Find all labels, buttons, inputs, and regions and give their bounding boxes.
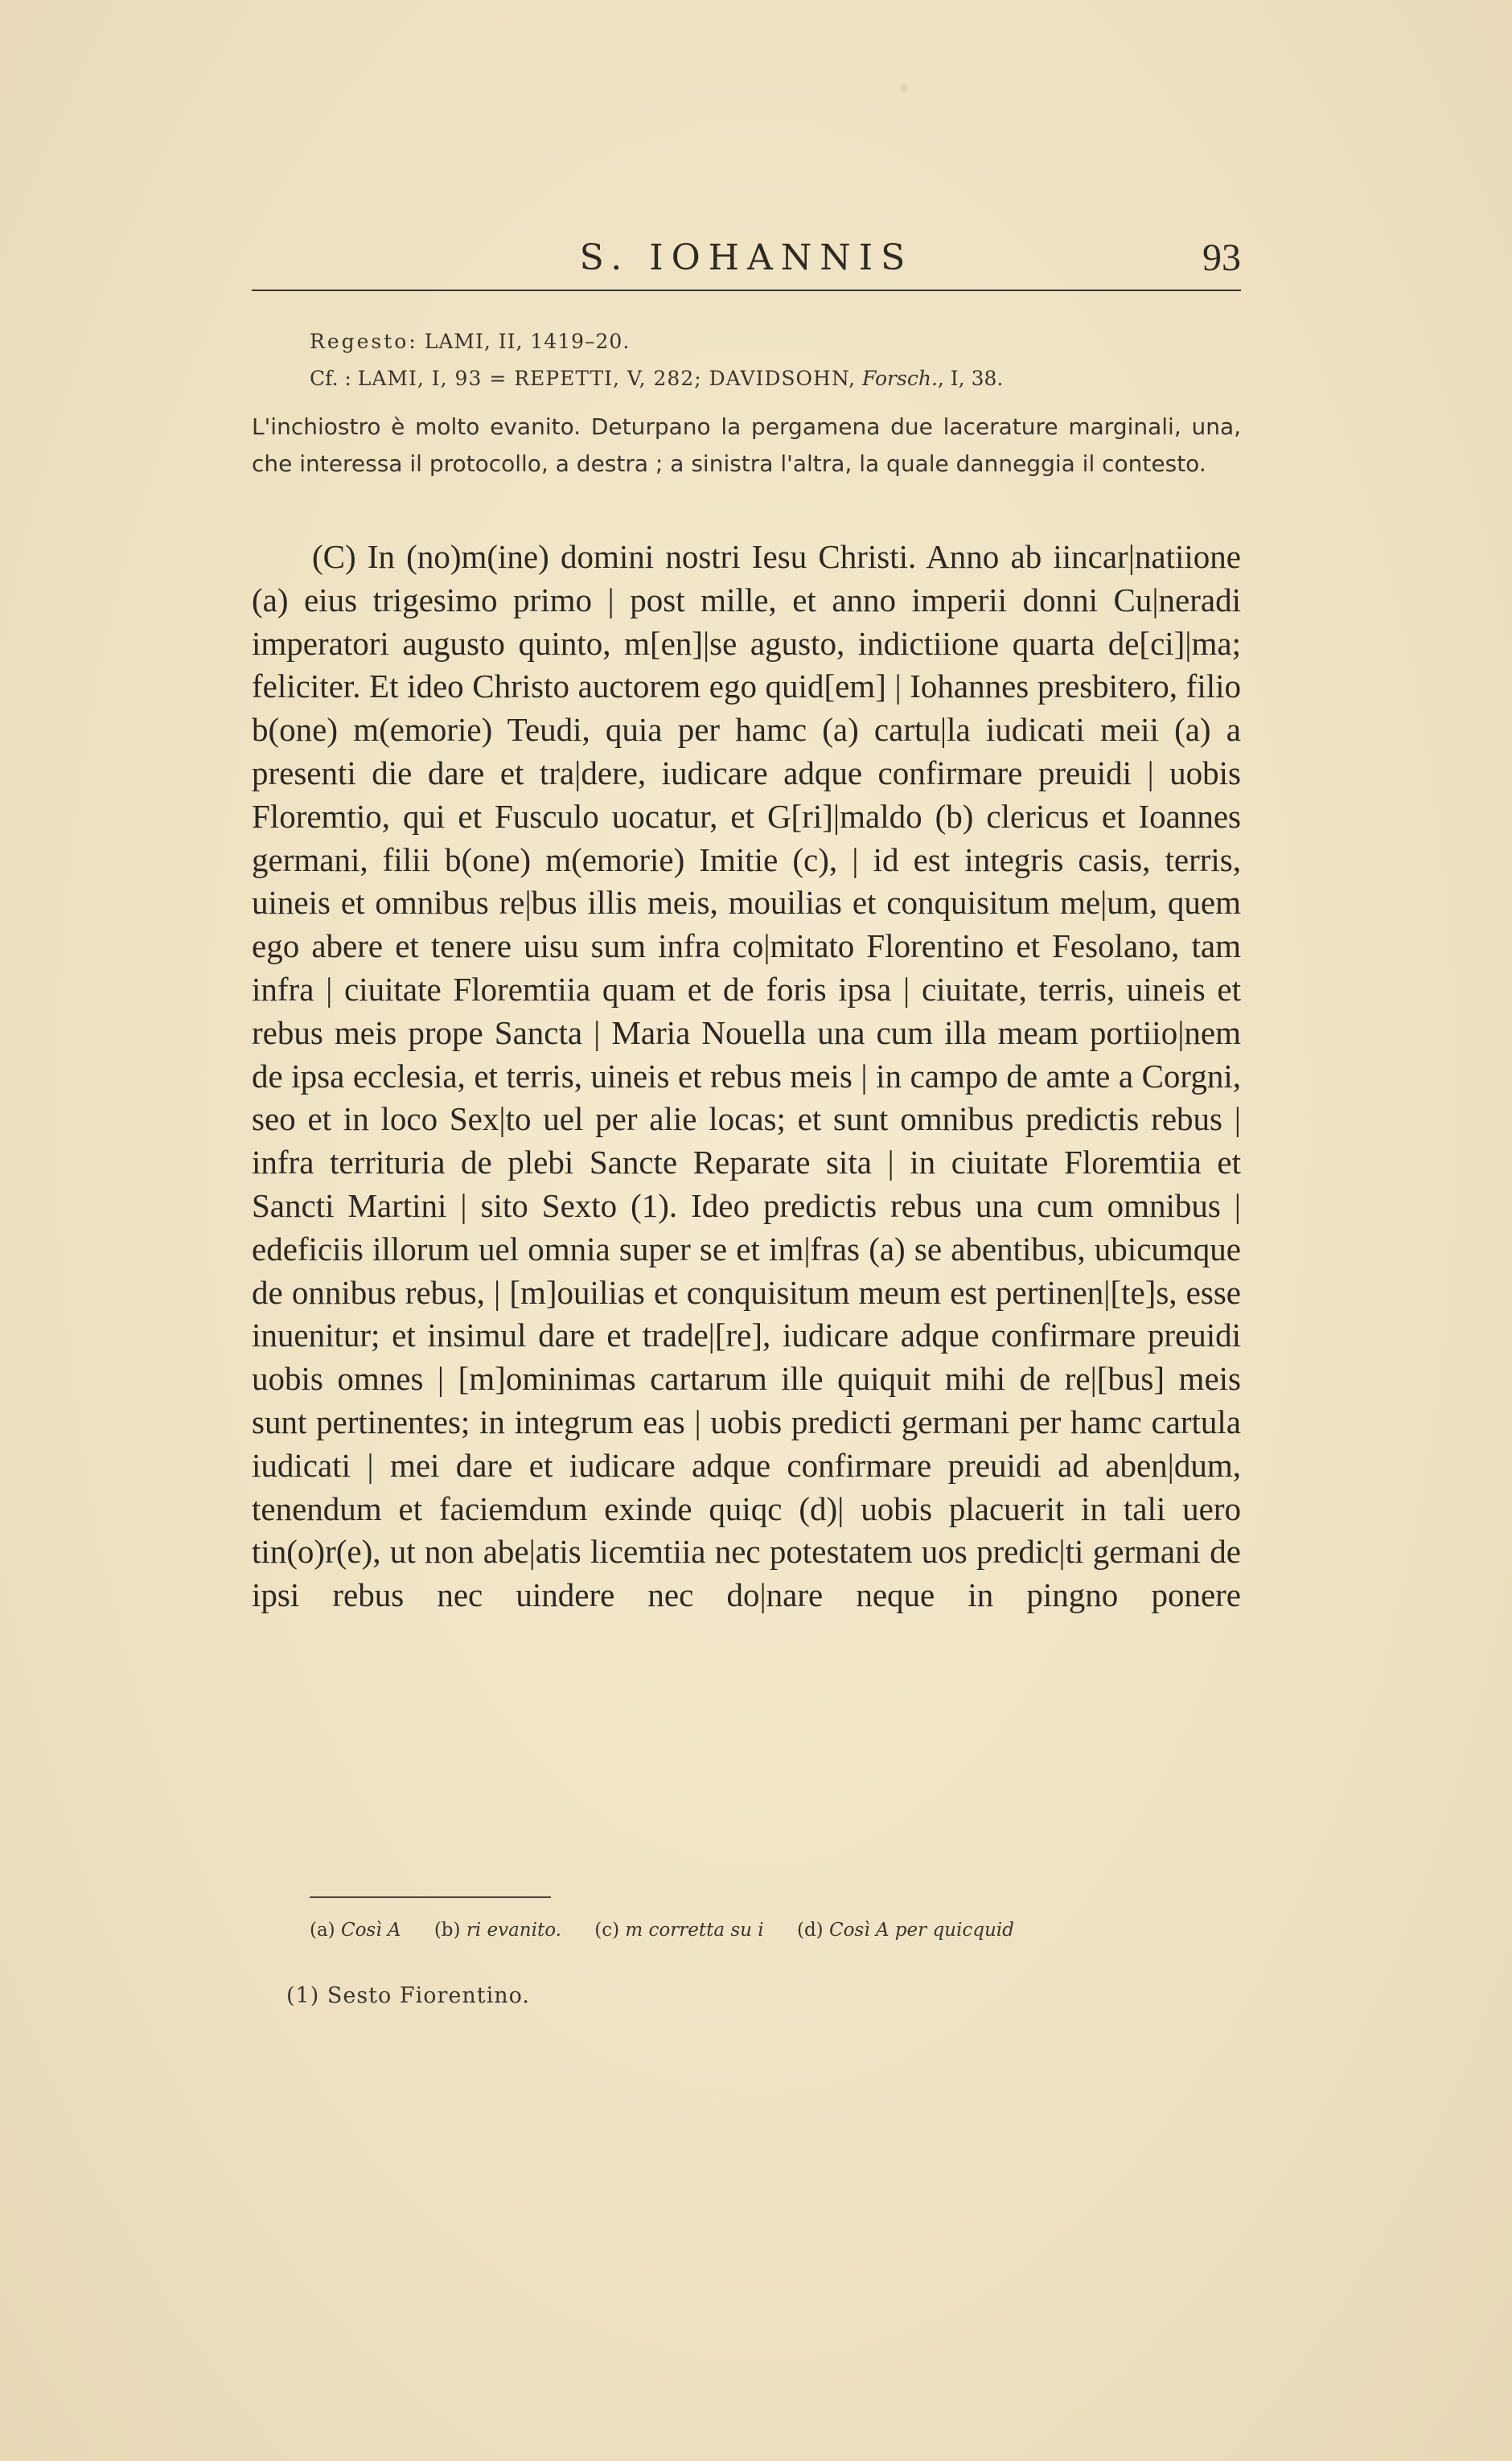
editorial-note: L'inchiostro è molto evanito. Deturpano la pergamena due lacerature marginali, una, che interessa il protocollo, a destra ; a sinistra l'altra, la quale danneggia il contesto. [252,413,1241,477]
document-text [252,536,1241,1617]
footnote-rule [310,1896,551,1898]
critical-apparatus [310,1914,1194,1946]
footnote-a: (a) Così A [310,1920,401,1941]
historical-notes [286,1978,1010,2014]
cf-line [310,360,1241,397]
footnote-1: (1) Sesto Fiorentino. [286,1983,530,2008]
bibliographic-references [310,323,1241,397]
footnote-c: (c) m corretta su i [594,1920,764,1941]
cf-reference: LAMI, I, 93 = REPETTI, V, 282; DAVIDSOHN, [357,367,857,390]
header-rule [252,290,1241,291]
regesto-reference: LAMI, II, 1419–20. [424,330,631,353]
cf-reference-italic: Forsch. [862,367,938,390]
footnote-b: (b) ri evanito. [433,1920,561,1941]
regesto-line [310,323,1241,360]
page-number: 93 [1202,236,1241,279]
paper-spot [901,84,907,92]
cf-reference-end: , I, 38. [937,367,1004,390]
document-paragraph: (C) In (no)m(ine) domini nostri Iesu Christi. Anno ab iincar|natiione (a) eius trigesimo primo | post mille, et anno imperii donni Cu|neradi imperatori augusto quinto, m[en]|se agusto, indictiione quarta de[ci]|ma; feliciter. Et ideo Christo auctorem ego quid[em] | Iohannes presbitero, filio b(one) m(emorie) Teudi, quia per hamc (a) cartu|la iudicati meii (a) a presenti die dare et tra|dere, iudicare adque confirmare preuidi | uobis Floremtio, qui et Fusculo uocatur, et G[ri]|maldo (b) clericus et Ioannes germani, filii b(one) m(emorie) Imitie (c), | id est integris casis, terris, uineis et omnibus re|bus illis meis, mouilias et conquisitum me|um, quem ego abere et tenere uisu sum infra co|mitato Florentino et Fesolano, tam infra | ciuitate Floremtiia quam et de foris ipsa | ciuitate, terris, uineis et rebus meis prope Sancta | Maria Nouella una cum illa meam portiio|nem de ipsa ecclesia, et terris, uineis et rebus meis | in campo de amte a Corgni, seo et in loco Sex|to uel per alie locas; et sunt omnibus predictis rebus | infra territuria de plebi Sancte Reparate sita | in ciuitate Floremtiia et Sancti Martini | sito Sexto (1). Ideo predictis rebus una cum omnibus | edeficiis illorum uel omnia super se et im|fras (a) se abentibus, ubicumque de onnibus rebus, | [m]ouilias et conquisitum meum est pertinen|[te]s, esse inuenitur; et insimul dare et trade|[re], iudicare adque confirmare preuidi uobis omnes | [m]ominimas cartarum ille quiquit mihi de re|[bus] meis sunt pertinentes; in integrum eas | uobis predicti germani per hamc cartula iudicati | mei dare et iudicare adque confirmare preuidi ad aben|dum, tenendum et faciemdum exinde quiqc (d)| uobis placuerit in tali uero tin(o)r(e), ut non abe|atis licemtiia nec potestatem uos predic|ti germani de ipsi rebus nec uindere nec do|nare neque in pingno ponere [252,538,1241,1614]
footnote-d: (d) Così A per quicquid [796,1920,1014,1941]
running-title: S. IOHANNIS [579,237,914,278]
regesto-label: Regesto: [310,330,418,353]
cf-label: Cf. : [310,367,351,390]
running-head [252,233,1241,283]
